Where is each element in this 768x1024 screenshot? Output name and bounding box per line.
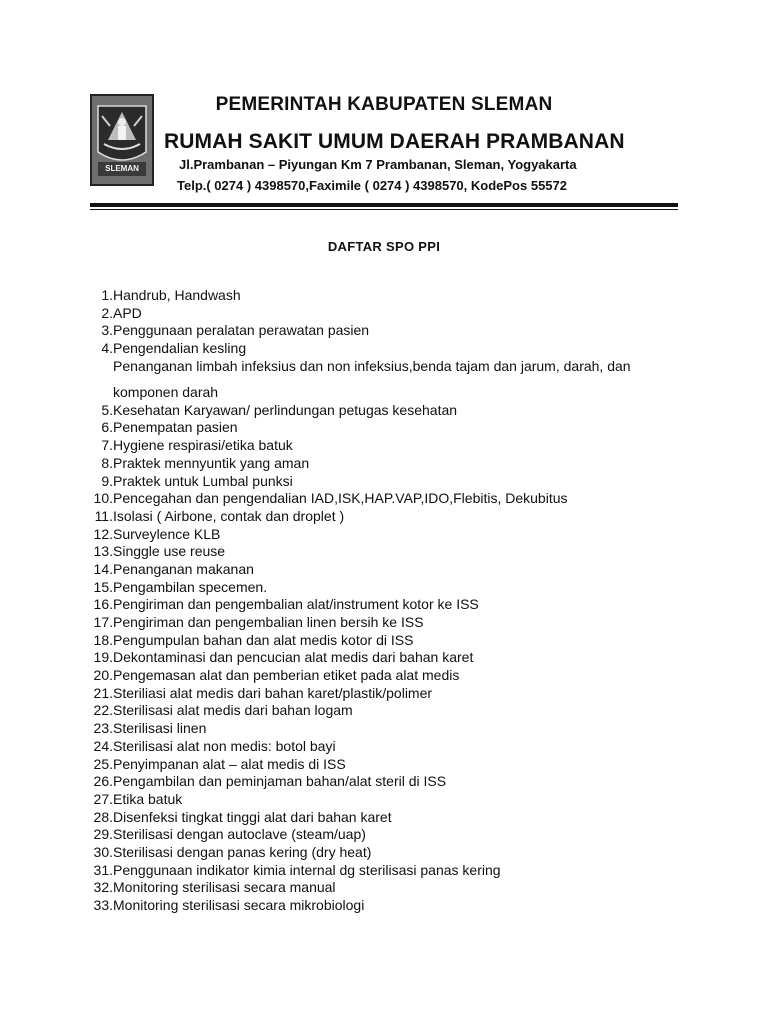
list-item [86,738,686,756]
list-item-number: 31. [93,861,113,878]
list-item-text: Kesehatan Karyawan/ perlindungan petugas kesehatan [113,401,458,418]
list-item [86,561,686,579]
list-item-number: 20. [93,667,113,684]
list-item-text: Dekontaminasi dan pencucian alat medis dari bahan karet [113,649,474,666]
list-item-text: Sterilisasi dengan panas kering (dry heat) [113,843,372,860]
list-item-number: 18. [93,631,113,648]
government-name: PEMERINTAH KABUPATEN SLEMAN [215,94,553,115]
list-item-number: 2. [101,304,113,321]
list-item-text: Penggunaan peralatan perawatan pasien [113,322,370,339]
list-item [86,473,686,491]
list-item-text: Handrub, Handwash [113,287,241,303]
list-item [86,340,686,358]
list-item-text: Sterilisasi linen [113,720,207,737]
list-item-number: 4. [101,340,113,357]
list-item-number: 23. [93,720,113,737]
spo-list [86,287,686,915]
list-item [86,614,686,632]
list-item [86,791,686,809]
list-item-number: 13. [93,543,113,560]
list-item-number: 14. [93,560,113,577]
list-item-text: Hygiene respirasi/etika batuk [113,437,293,454]
list-item-text: Praktek untuk Lumbal punksi [113,472,293,489]
list-item-text: Monitoring sterilisasi secara mikrobiologi [113,897,365,913]
list-item [86,305,686,323]
list-item [86,526,686,544]
list-item [86,322,686,340]
list-item-subtext: Penanganan limbah infeksius dan non infeksius,benda tajam dan jarum, darah, dan [113,357,631,374]
list-item [86,685,686,703]
list-item-number: 24. [93,737,113,754]
list-item-text: Pengiriman dan pengembalian linen bersih ke ISS [113,614,424,630]
list-item-number: 19. [93,649,113,666]
list-item-text: Sterilisasi alat medis dari bahan logam [113,702,353,719]
list-item [86,826,686,844]
list-item [86,702,686,720]
hospital-contact: Telp.( 0274 ) 4398570,Faximile ( 0274 ) 4398570, KodePos 55572 [177,178,567,193]
list-item-number: 28. [93,808,113,825]
document-title: DAFTAR SPO PPI [327,239,441,254]
list-item-number: 30. [93,843,113,860]
list-item-number: 25. [93,755,113,772]
list-item-text: Steriliasi alat medis dari bahan karet/plastik/polimer [113,684,433,701]
list-item-number: 21. [93,684,113,701]
list-item [86,402,686,420]
list-item-text: Penyimpanan alat – alat medis di ISS [113,755,346,772]
list-item-text: Surveylence KLB [113,525,221,542]
list-item-text: Etika batuk [113,790,183,807]
list-item [86,844,686,862]
list-item [86,490,686,508]
list-item-text: Monitoring sterilisasi secara manual [113,879,336,896]
list-item-text: Pengendalian kesling [113,340,247,357]
list-item-number: 17. [93,614,113,630]
list-item-number: 12. [93,525,113,542]
hospital-name: RUMAH SAKIT UMUM DAERAH PRAMBANAN [164,130,625,153]
list-item [86,419,686,437]
header-divider-thick [90,203,678,207]
list-item [86,632,686,650]
list-item [86,897,686,915]
logo-label: SLEMAN [105,164,139,173]
list-item-number: 15. [93,578,113,595]
list-item-number: 33. [93,897,113,913]
list-item [86,455,686,473]
list-item-number: 29. [93,826,113,843]
list-item-text: Singgle use reuse [113,543,226,560]
list-item-number: 22. [93,702,113,719]
list-item-text: Praktek mennyuntik yang aman [113,454,310,471]
list-item-text: Sterilisasi dengan autoclave (steam/uap) [113,826,366,843]
list-item-text: Sterilisasi alat non medis: botol bayi [113,737,336,754]
header-divider-thin [90,209,678,210]
list-item-number: 8. [101,454,113,471]
list-item-number: 1. [101,287,113,303]
list-item-number: 11. [94,507,113,524]
list-item-text: Pengiriman dan pengembalian alat/instrument kotor ke ISS [113,596,479,613]
list-item [86,543,686,561]
list-item-text: Pengemasan alat dan pemberian etiket pada alat medis [113,667,460,684]
list-item [86,809,686,827]
list-item-text: Penggunaan indikator kimia internal dg sterilisasi panas kering [113,861,501,878]
list-item-text: Pengumpulan bahan dan alat medis kotor di ISS [113,631,414,648]
list-item-text: APD [113,304,142,321]
list-item [86,862,686,880]
list-item [86,596,686,614]
list-item [86,508,686,526]
list-item-number: 27. [93,790,113,807]
list-item [86,287,686,305]
list-item-text: Penanganan makanan [113,560,254,577]
list-item-text: Pengambilan dan peminjaman bahan/alat steril di ISS [113,773,447,790]
list-item-number: 3. [101,322,113,339]
list-item [86,437,686,455]
list-item-text: Penempatan pasien [113,419,238,436]
list-item [86,579,686,597]
list-item [86,756,686,774]
list-item-number: 5. [101,401,113,418]
list-item-number: 16. [93,596,113,613]
list-item [86,720,686,738]
list-item-number: 32. [93,879,113,896]
hospital-address: Jl.Prambanan – Piyungan Km 7 Prambanan, Sleman, Yogyakarta [179,157,577,172]
list-item-text: Isolasi ( Airbone, contak dan droplet ) [113,507,345,524]
list-item-text: Disenfeksi tingkat tinggi alat dari bahan karet [113,808,392,825]
list-item [86,649,686,667]
list-item-number: 9. [101,472,113,489]
list-item-number: 6. [101,419,113,436]
list-item-text: Pengambilan specemen. [113,578,268,595]
list-item [86,773,686,791]
list-item-number: 10. [93,490,113,507]
list-item-text: Pencegahan dan pengendalian IAD,ISK,HAP.VAP,IDO,Flebitis, Dekubitus [113,490,568,507]
list-item-subtext: komponen darah [113,383,219,400]
list-item-number: 26. [93,773,113,790]
list-item-number: 7. [101,437,113,454]
list-item [86,667,686,685]
list-item [86,879,686,897]
